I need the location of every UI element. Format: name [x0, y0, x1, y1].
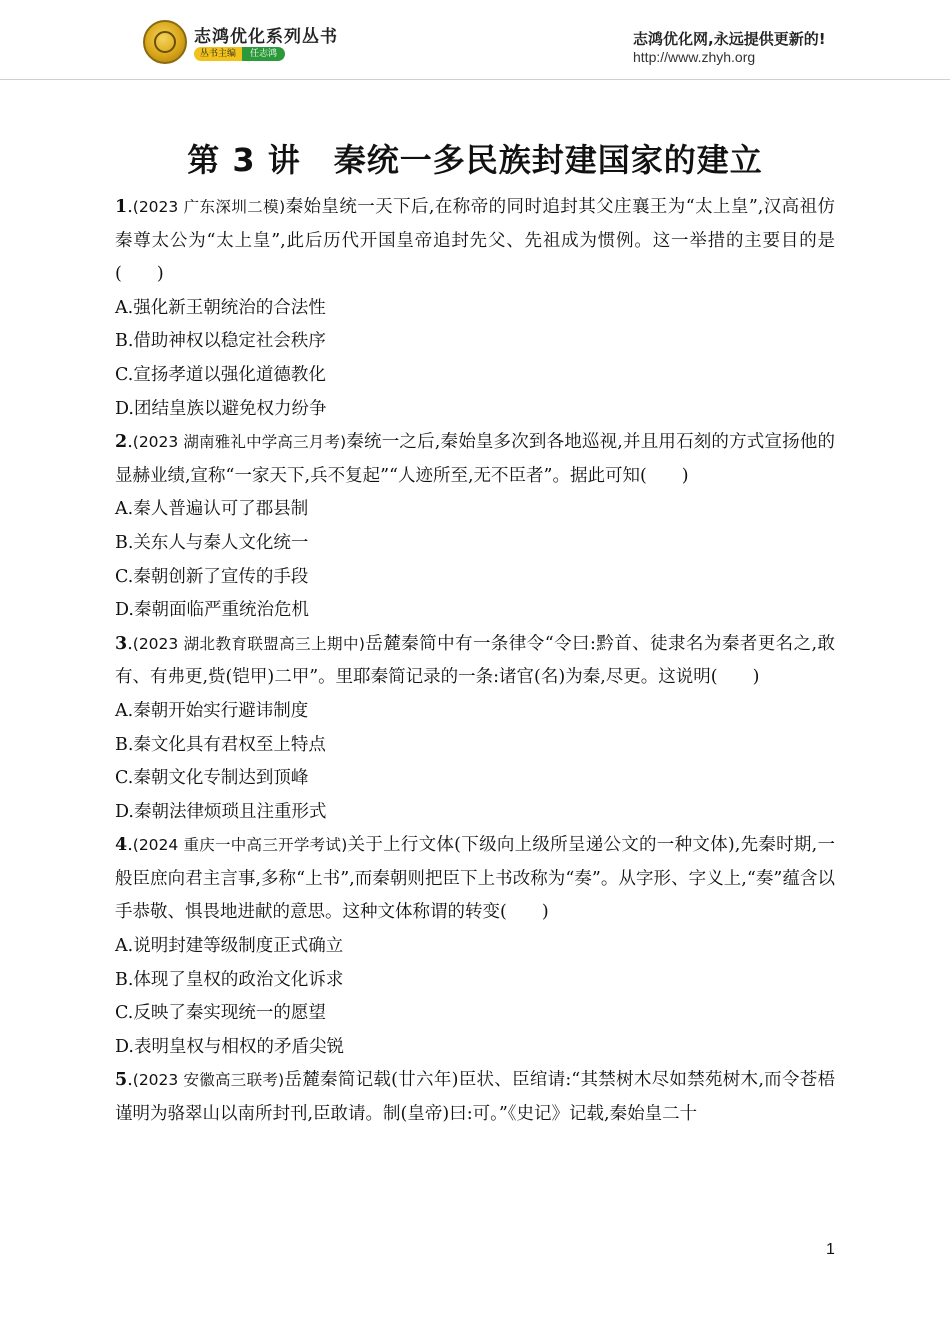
question-number: 4	[115, 835, 128, 856]
question-3	[115, 628, 835, 830]
question-4	[115, 829, 835, 1064]
question-2	[115, 426, 835, 628]
question-1	[115, 191, 835, 426]
page-title: 第 3 讲 秦统一多民族封建国家的建立	[187, 141, 763, 179]
option-d: D.表明皇权与相权的矛盾尖锐	[115, 1036, 344, 1057]
option-b: B.借助神权以稳定社会秩序	[115, 331, 326, 352]
question-5	[115, 1064, 835, 1131]
brand-seal-logo	[143, 20, 187, 64]
brand-title: 志鸿优化系列丛书	[194, 27, 338, 47]
question-number: 5	[115, 1070, 128, 1091]
option-c: C.反映了秦实现统一的愿望	[115, 1003, 326, 1024]
question-stem: 1.(2023 广东深圳二模)秦始皇统一天下后,在称帝的同时追封其父庄襄王为“太上皇”,汉高祖仿秦尊太公为“太上皇”,此后历代开国皇帝追封先父、先祖成为惯例。这一举措的主要目的是( )	[115, 197, 835, 285]
header-url[interactable]: http://www.zhyh.org	[633, 49, 756, 65]
option-c: C.秦朝文化专制达到顶峰	[115, 768, 309, 789]
page-header	[0, 0, 950, 85]
brand-bar-editor: 任志鸿	[242, 47, 285, 61]
option-d: D.秦朝面临严重统治危机	[115, 600, 309, 621]
option-a: A.秦人普遍认可了郡县制	[115, 499, 309, 520]
question-list	[115, 191, 835, 1132]
option-b: B.体现了皇权的政治文化诉求	[115, 969, 344, 990]
option-c: C.秦朝创新了宣传的手段	[115, 566, 309, 587]
header-slogan: 志鸿优化网,永远提供更新的!	[633, 30, 826, 48]
question-source: (2023 广东深圳二模)	[132, 198, 286, 216]
question-source: (2024 重庆一中高三开学考试)	[132, 836, 348, 855]
option-a: A.秦朝开始实行避讳制度	[115, 700, 309, 721]
question-source: (2023 湖南雅礼中学高三月考)	[132, 433, 347, 452]
question-text: 秦统一之后,秦始皇多次到各地巡视,并且用石刻的方式宣扬他的显赫业绩,宣称“一家天下,兵不复起”“人迹所至,无不臣者”。据此可知( )	[115, 432, 836, 486]
question-number: 3	[115, 633, 128, 654]
page-number: 1	[826, 1241, 835, 1258]
question-text: 岳麓秦简中有一条律令“令曰:黔首、徒隶名为秦者更名之,敢有、有弗更,赀(铠甲)二甲”。里耶秦简记录的一条:诸官(名)为秦,尽更。这说明( )	[115, 633, 836, 688]
option-d: D.团结皇族以避免权力纷争	[115, 398, 327, 419]
question-stem: 3.(2023 湖北教育联盟高三上期中)岳麓秦简中有一条律令“令曰:黔首、徒隶名为秦者更名之,敢有、有弗更,赀(铠甲)二甲”。里耶秦简记录的一条:诸官(名)为秦,尽更。这说明( )	[115, 633, 836, 688]
question-text: 岳麓秦简记载(廿六年)臣状、臣绾请:“其禁树木尽如禁苑树木,而令苍梧谨明为骆翠山以南所封刊,臣敢请。制(皇帝)曰:可。”《史记》记载,秦始皇二十	[115, 1070, 836, 1125]
question-stem: 4.(2024 重庆一中高三开学考试)关于上行文体(下级向上级所呈递公文的一种文体),先秦时期,一般臣庶向君主言事,多称“上书”,而秦朝则把臣下上书改称为“奏”。从字形、字义上,“奏”蕴含以手恭敬、惧畏地进献的意思。这种文体称谓的转变( )	[115, 835, 836, 923]
question-number: 1	[115, 197, 128, 217]
option-d: D.秦朝法律烦琐且注重形式	[115, 801, 327, 822]
brand-editor-bar	[194, 47, 285, 61]
option-c: C.宣扬孝道以强化道德教化	[115, 364, 326, 385]
question-text: 关于上行文体(下级向上级所呈递公文的一种文体),先秦时期,一般臣庶向君主言事,多称“上书”,而秦朝则把臣下上书改称为“奏”。从字形、字义上,“奏”蕴含以手恭敬、惧畏地进献的意思。这种文体称谓的转变( )	[115, 835, 836, 923]
header-divider	[0, 79, 950, 80]
question-stem: 5.(2023 安徽高三联考)岳麓秦简记载(廿六年)臣状、臣绾请:“其禁树木尽如禁苑树木,而令苍梧谨明为骆翠山以南所封刊,臣敢请。制(皇帝)曰:可。”《史记》记载,秦始皇二十	[115, 1070, 836, 1125]
question-stem: 2.(2023 湖南雅礼中学高三月考)秦统一之后,秦始皇多次到各地巡视,并且用石刻的方式宣扬他的显赫业绩,宣称“一家天下,兵不复起”“人迹所至,无不臣者”。据此可知( )	[115, 432, 836, 486]
question-source: (2023 湖北教育联盟高三上期中)	[132, 634, 365, 653]
question-number: 2	[115, 432, 128, 453]
option-a: A.说明封建等级制度正式确立	[115, 936, 344, 957]
question-text: 秦始皇统一天下后,在称帝的同时追封其父庄襄王为“太上皇”,汉高祖仿秦尊太公为“太上皇”,此后历代开国皇帝追封先父、先祖成为惯例。这一举措的主要目的是( )	[115, 197, 835, 285]
brand-bar-label: 丛书主编	[194, 47, 242, 61]
question-source: (2023 安徽高三联考)	[132, 1071, 285, 1090]
option-b: B.关东人与秦人文化统一	[115, 532, 309, 553]
option-a: A.强化新王朝统治的合法性	[115, 297, 326, 318]
option-b: B.秦文化具有君权至上特点	[115, 734, 326, 755]
